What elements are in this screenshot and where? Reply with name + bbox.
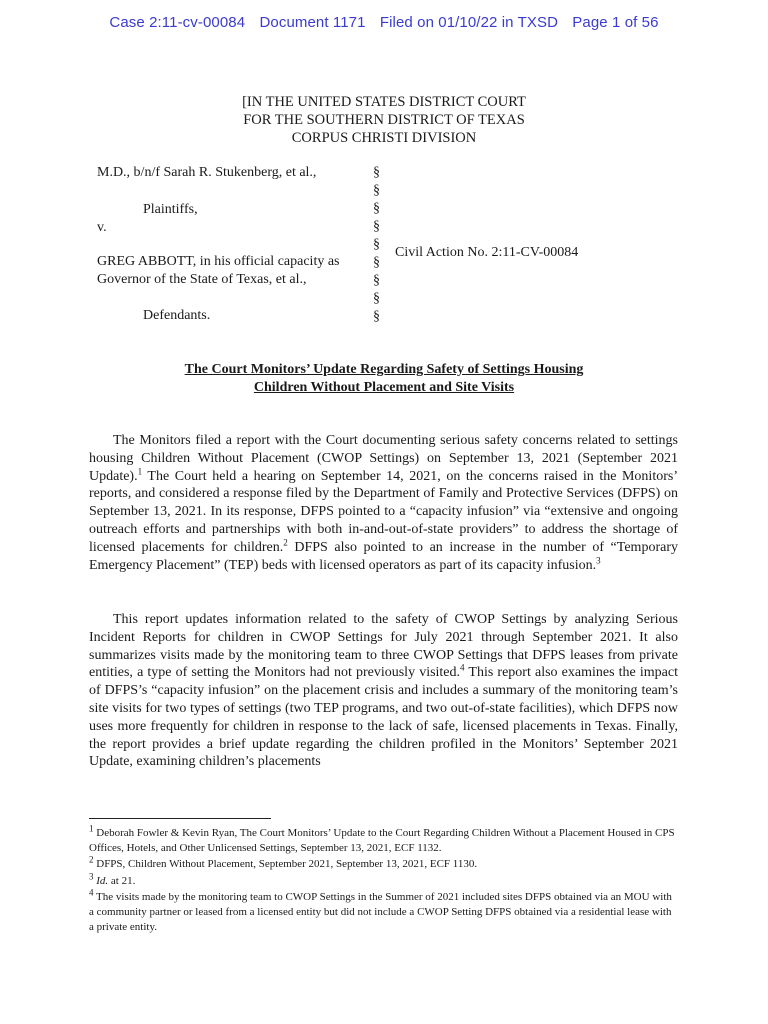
footnote-1: $^1$ Deborah Fowler & Kevin Ryan, The Court Monitors’ Update to the Court Regarding Children Without a Placement Housed in CPS Offices, Hotels, and Other Unlicensed Settings, September 13, 2021, ECF 1132.: [89, 823, 675, 854]
court-line-1: [IN THE UNITED STATES DISTRICT COURT: [242, 94, 526, 110]
ecf-header: [0, 14, 768, 31]
court-line-2: FOR THE SOUTHERN DISTRICT OF TEXAS: [243, 112, 525, 128]
case-number: Case 2:11-cv-00084: [109, 14, 246, 31]
section-symbol: §: [373, 219, 380, 234]
document-title: [0, 361, 768, 397]
defendant-line-2: Governor of the State of Texas, et al.,: [97, 272, 307, 287]
footnote-4: $^4$ The visits made by the monitoring team to CWOP Settings in the Summer of 2021 included sites DFPS obtained via an MOU with a community partner or leased from a licensed entity but did not include a CWOP Setting DFPS obtained via a residential lease with a private entity.: [89, 887, 672, 933]
section-symbol: §: [373, 165, 380, 180]
court-line-3: CORPUS CHRISTI DIVISION: [291, 130, 477, 146]
footnote-3: $^3$ Id. at 21.: [89, 871, 136, 887]
footnote-2: $^2$ DFPS, Children Without Placement, September 2021, September 13, 2021, ECF 1130.: [89, 854, 478, 871]
section-symbol: §: [373, 273, 380, 288]
page-number: Page 1 of 56: [572, 14, 659, 31]
section-symbol: §: [373, 201, 380, 216]
plaintiff-name: M.D., b/n/f Sarah R. Stukenberg, et al.,: [97, 165, 317, 180]
versus-label: v.: [97, 220, 107, 235]
footnote-ref-3[interactable]: 3: [596, 554, 601, 565]
court-heading: [0, 93, 768, 147]
section-symbol: §: [373, 183, 380, 198]
body-paragraph-2: This report updates information related to the safety of CWOP Settings by analyzing Serious Incident Reports for children in CWOP Settings for July 2021 through September 2021. It also summarizes visits made by the monitoring team to three CWOP Settings that DFPS leases from private entities, a type of setting the Monitors had not previously visited.$^4$ This report also examines the impact of DFPS’s “capacity infusion” on the placement crisis and includes a summary of the monitoring team’s site visits for two types of settings (two TEP programs, and two out-of-state facilities), which DFPS now uses more frequently for children in response to the lack of safe, licensed placements in Texas. Finally, the report provides a brief update regarding the children profiled in the Monitors’ September 2021 Update, examining children’s placements: [89, 612, 678, 770]
plaintiffs-label: Plaintiffs,: [143, 202, 198, 217]
title-line-1: The Court Monitors’ Update Regarding Safety of Settings Housing: [184, 362, 584, 377]
defendants-label: Defendants.: [143, 308, 211, 323]
section-symbol: §: [373, 309, 380, 324]
footnote-ref-4[interactable]: 4: [460, 662, 465, 673]
title-line-2: Children Without Placement and Site Visits: [253, 380, 515, 395]
section-symbol: §: [373, 255, 380, 270]
footnote-ref-2[interactable]: 2: [283, 537, 288, 548]
footnote-ref-1[interactable]: 1: [137, 465, 143, 476]
section-symbol: §: [373, 237, 380, 252]
section-symbol: §: [373, 291, 380, 306]
footnotes: [89, 823, 679, 936]
civil-action-number: Civil Action No. 2:11-CV-00084: [395, 245, 579, 260]
filed-date: Filed on 01/10/22 in TXSD: [379, 14, 559, 31]
document-number: Document 1171: [259, 14, 366, 31]
footnote-divider: [89, 818, 271, 819]
body-paragraph-1: The Monitors filed a report with the Court documenting serious safety concerns related to settings housing Children Without Placement (CWOP Settings) on September 13, 2021 (September 2021 Update).$^1$ The Court held a hearing on September 14, 2021, on the concerns raised in the Monitors’ reports, and considered a response filed by the Department of Family and Protective Services (DFPS) on September 13, 2021. In its response, DFPS pointed to a “capacity infusion” via “extensive and ongoing outreach efforts and partnerships with both in-and-out-of-state providers” to address the shortage of licensed placements for children.$^2$ DFPS also pointed to an increase in the number of “Temporary Emergency Placement” (TEP) beds with licensed operators as part of its capacity infusion.$^3$: [89, 433, 678, 573]
defendant-line-1: GREG ABBOTT, in his official capacity as: [97, 254, 340, 269]
